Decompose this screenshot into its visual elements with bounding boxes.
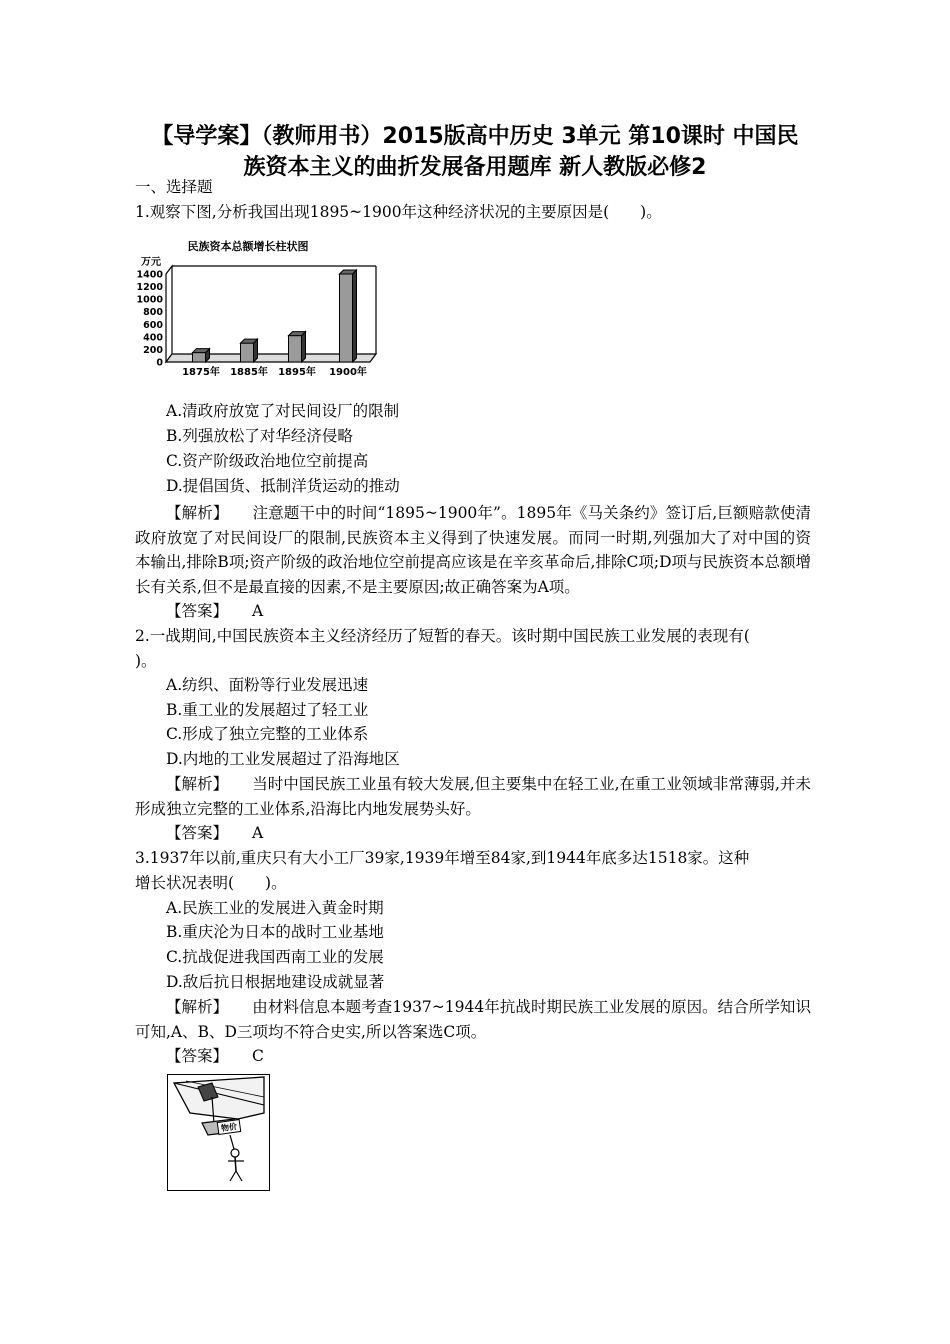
q3-option-d: D.敌后抗日根据地建设成就显著 [166, 973, 385, 991]
y-tick-label: 400 [143, 332, 163, 344]
q1-analysis-text: 注意题干中的时间“1895~1900年”。1895年《马关条约》签订后,巨额赔款使清政府放宽了对民间设厂的限制,民族资本主义得到了快速发展。而同一时期,列强加大了对中国的资本输出,排除B项;资产阶级的政治地位空前提高应该是在辛亥革命后,排除C项;D项与民族资本总额增长有关系,但不是最直接的因素,不是主要原因;故正确答案为A项。 [135, 504, 811, 596]
q3-stem-line1: 3.1937年以前,重庆只有大小工厂39家,1939年增至84家,到1944年底多达1518家。这种 [135, 849, 750, 867]
q2-analysis [135, 772, 811, 821]
section-heading: 一、选择题 [135, 178, 213, 196]
q2-answer [166, 822, 263, 844]
document-title [110, 121, 840, 183]
chart-title: 民族资本总额增长柱状图 [187, 240, 309, 253]
q2-analysis-label: 【解析】 [166, 775, 229, 793]
capital-bar-chart [136, 238, 386, 378]
q1-answer [166, 600, 263, 622]
q2-option-c: C.形成了独立完整的工业体系 [166, 725, 369, 743]
bar [340, 270, 357, 362]
q3-answer-value: C [252, 1047, 264, 1065]
title-line-1: 【导学案】（教师用书）2015版高中历史 3单元 第10课时 中国民 [151, 124, 799, 149]
chart-bars [193, 270, 357, 362]
q3-analysis-label: 【解析】 [166, 998, 229, 1016]
y-tick-label: 1400 [136, 269, 163, 281]
cartoon-drawing [168, 1075, 268, 1189]
q2-answer-value: A [252, 824, 264, 842]
q3-analysis-text: 由材料信息本题考查1937~1944年抗战时期民族工业发展的原因。结合所学知识可知,A、B、D三项均不符合史实,所以答案选C项。 [135, 998, 811, 1041]
q3-option-a: A.民族工业的发展进入黄金时期 [166, 899, 384, 917]
q1-answer-value: A [252, 602, 264, 620]
q1-analysis [135, 501, 811, 599]
q1-option-a: A.清政府放宽了对民间设厂的限制 [166, 402, 400, 420]
x-tick-label: 1895年 [278, 367, 316, 378]
title-line-2: 族资本主义的曲折发展备用题库 新人教版必修2 [243, 155, 707, 180]
y-tick-label: 1200 [136, 282, 163, 294]
q1-option-c: C.资产阶级政治地位空前提高 [166, 452, 369, 470]
bar [193, 349, 210, 362]
q2-stem-line2: )。 [135, 652, 157, 670]
q3-analysis [135, 995, 811, 1044]
cartoon-price-label: 物价 [220, 1121, 238, 1134]
chart-y-unit: 万元 [141, 257, 161, 268]
y-tick-label: 1000 [136, 294, 163, 306]
bar [241, 339, 258, 362]
y-axis-ticks [137, 270, 164, 369]
x-tick-label: 1875年 [182, 367, 220, 378]
q3-option-c: C.抗战促进我国西南工业的发展 [166, 948, 384, 966]
y-tick-label: 200 [143, 344, 163, 356]
q1-answer-label: 【答案】 [166, 602, 229, 620]
y-tick-label: 600 [143, 319, 163, 331]
q1-option-d: D.提倡国货、抵制洋货运动的推动 [166, 477, 400, 495]
q2-option-d: D.内地的工业发展超过了沿海地区 [166, 750, 400, 768]
q3-stem-line2: 增长状况表明( )。 [135, 874, 287, 892]
x-axis-labels [182, 365, 367, 378]
q1-option-b: B.列强放松了对华经济侵略 [166, 427, 353, 445]
bar [289, 332, 306, 362]
price-cartoon-image [167, 1074, 270, 1191]
q2-analysis-text: 当时中国民族工业虽有较大发展,但主要集中在轻工业,在重工业领域非常薄弱,并未形成独立完整的工业体系,沿海比内地发展势头好。 [135, 775, 811, 818]
q1-analysis-label: 【解析】 [166, 504, 229, 522]
q2-option-b: B.重工业的发展超过了轻工业 [166, 701, 369, 719]
q2-option-a: A.纺织、面粉等行业发展迅速 [166, 676, 369, 694]
q3-answer-label: 【答案】 [166, 1047, 229, 1065]
q1-stem: 1.观察下图,分析我国出现1895~1900年这种经济状况的主要原因是( )。 [135, 203, 662, 221]
y-tick-label: 800 [143, 307, 163, 319]
q2-answer-label: 【答案】 [166, 824, 229, 842]
q2-stem-line1: 2.一战期间,中国民族资本主义经济经历了短暂的春天。该时期中国民族工业发展的表现有( [135, 627, 750, 645]
q3-answer [166, 1045, 264, 1067]
x-tick-label: 1900年 [329, 367, 367, 378]
y-tick-label: 0 [156, 357, 163, 369]
q3-option-b: B.重庆沦为日本的战时工业基地 [166, 923, 384, 941]
x-tick-label: 1885年 [230, 367, 268, 378]
